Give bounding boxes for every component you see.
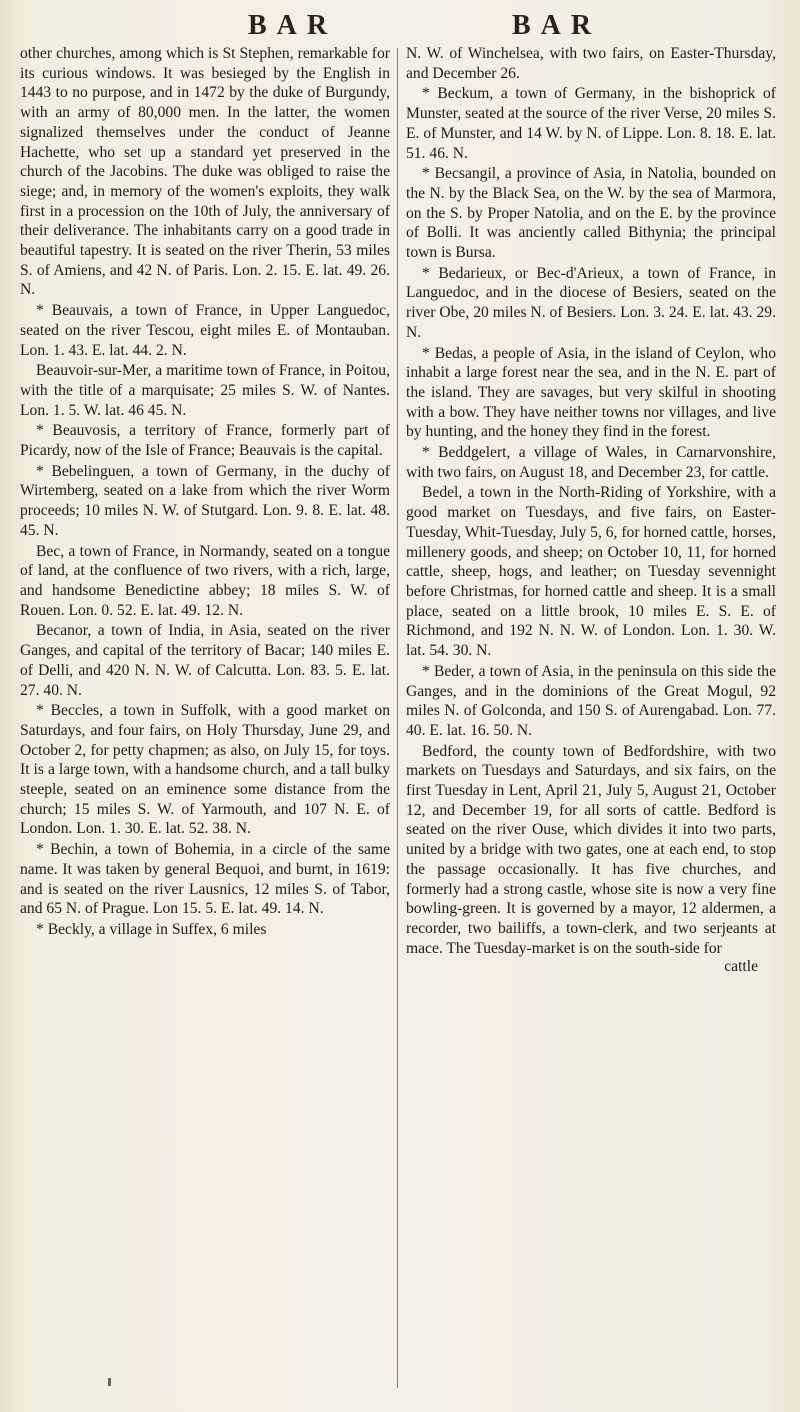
entry: * Beauvosis, a territory of France, formerly part of Picardy, now of the Isle of France; Beauvais is the capital. [20, 422, 390, 460]
entry: * Beckly, a village in Suffex, 6 miles [36, 920, 267, 938]
left-column [20, 44, 390, 941]
entry: Bedford, the county town of Bedfordshire, with two markets on Tuesdays and Saturdays, and six fairs, on the first Tuesday in Lent, April 21, July 5, August 21, October 12, and December 19, for all sorts of cattle. Bedford is seated on the river Ouse, which divides it into two parts, united by a bridge with two gates, one at each end, to stop the passage occasionally. It has five churches, and formerly had a strong castle, whose site is now a very fine bowling-green. It is governed by a mayor, 12 aldermen, a recorder, two bailiffs, a town-clerk, and two serjeants at mace. The Tuesday-market is on the south-side for [406, 742, 776, 957]
column-divider [397, 48, 398, 1388]
entry: * Beckum, a town of Germany, in the bishoprick of Munster, seated at the source of the river Verse, 20 miles S. E. of Munster, and 14 W. by N. of Lippe. Lon. 8. 18. E. lat. 51. 46. N. [406, 85, 776, 162]
entry: * Bedas, a people of Asia, in the island of Ceylon, who inhabit a large forest near the sea, and in the N. E. part of the island. They are savages, but very skilful in shooting with a bow. They have neither towns nor villages, and live by hunting, and the honey they find in the forest. [406, 344, 776, 441]
running-head [0, 10, 800, 46]
entry: * Bechin, a town of Bohemia, in a circle of the same name. It was taken by general Bequoi, and burnt, in 1619: and is seated on the river Lausnics, 12 miles S. of Tabor, and 65 N. of Prague. Lon 15. 5. E. lat. 49. 14. N. [20, 841, 390, 918]
entry: other churches, among which is St Stephen, remarkable for its curious windows. It was besieged by the English in 1443 to no purpose, and in 1472 by the duke of Burgundy, with an army of 80,000 men. In the latter, the women signalized themselves under the conduct of Jeanne Hachette, who set up a standard yet preserved in the church of the Jacobins. The duke was obliged to raise the siege; and, in memory of the women's exploits, they walk first in a procession on the 10th of July, the anniversary of their deliverance. The inhabitants carry on a good trade in beautiful tapestry. It is seated on the river Therin, 53 miles S. of Amiens, and 42 N. of Paris. Lon. 2. 15. E. lat. 49. 26. N. [20, 45, 390, 299]
entry: Beauvoir-sur-Mer, a maritime town of France, in Poitou, with the title of a marquisate; 25 miles S. W. of Nantes. Lon. 1. 5. W. lat. 46 45. N. [20, 362, 390, 419]
printer-mark [108, 1378, 111, 1386]
entry: * Bedarieux, or Bec-d'Arieux, a town of France, in Languedoc, and in the diocese of Besiers, seated on the river Obe, 20 miles N. of Besiers. Lon. 3. 24. E. lat. 43. 29. N. [406, 264, 776, 341]
entry: * Beddgelert, a village of Wales, in Carnarvonshire, with two fairs, on August 18, and December 23, for cattle. [406, 444, 776, 481]
catchword: cattle [724, 958, 758, 976]
running-head-left: BAR [248, 10, 338, 41]
entry: Bec, a town of France, in Normandy, seated on a tongue of land, at the confluence of two rivers, with a rich, large, and handsome Benedictine abbey; 18 miles S. W. of Rouen. Lon. 0. 52. E. lat. 49. 12. N. [20, 542, 390, 619]
entry: N. W. of Winchelsea, with two fairs, on Easter-Thursday, and December 26. [406, 45, 776, 82]
entry: * Beder, a town of Asia, in the peninsula on this side the Ganges, and in the dominions of the Great Mogul, 92 miles N. of Golconda, and 150 S. of Aurengabad. Lon. 77. 40. E. lat. 16. 50. N. [406, 662, 776, 739]
right-column [406, 44, 776, 978]
running-head-right: BAR [512, 10, 602, 41]
entry: Bedel, a town in the North-Riding of Yorkshire, with a good market on Tuesdays, and five fairs, on Easter-Tuesday, Whit-Tuesday, July 5, 6, for horned cattle, horses, millenery goods, and sheep; on October 10, 11, for horned cattle, sheep, hogs, and leather; on Tuesday sevennight before Christmas, for horned cattle and sheep. It is a small place, seated on a little brook, 10 miles E. S. E. of Richmond, and 192 N. N. W. of London. Lon. 1. 30. W. lat. 54. 30. N. [406, 484, 776, 660]
entry: Becanor, a town of India, in Asia, seated on the river Ganges, and capital of the territory of Bacar; 140 miles E. of Delli, and 420 N. N. W. of Calcutta. Lon. 83. 5. E. lat. 27. 40. N. [20, 622, 390, 699]
entry: * Beauvais, a town of France, in Upper Languedoc, seated on the river Tescou, eight miles E. of Montauban. Lon. 1. 43. E. lat. 44. 2. N. [20, 302, 390, 359]
entry: * Bebelinguen, a town of Germany, in the duchy of Wirtemberg, seated on a lake from which the river Worm proceeds; 10 miles N. W. of Stutgard. Lon. 9. 8. E. lat. 48. 45. N. [20, 462, 390, 539]
entry: * Beccles, a town in Suffolk, with a good market on Saturdays, and four fairs, on Holy Thursday, June 29, and October 2, for petty chapmen; as also, on July 15, for toys. It is a large town, with a handsome church, and a tall bulky steeple, seated on an eminence some distance from the church; 15 miles S. W. of Yarmouth, and 107 N. E. of London. Lon. 1. 30. E. lat. 52. 38. N. [20, 702, 390, 838]
entry: * Becsangil, a province of Asia, in Natolia, bounded on the N. by the Black Sea, on the W. by the sea of Marmora, on the S. by Proper Natolia, and on the E. by the province of Bolli. It was anciently called Bithynia; the principal town is Bursa. [406, 165, 776, 262]
